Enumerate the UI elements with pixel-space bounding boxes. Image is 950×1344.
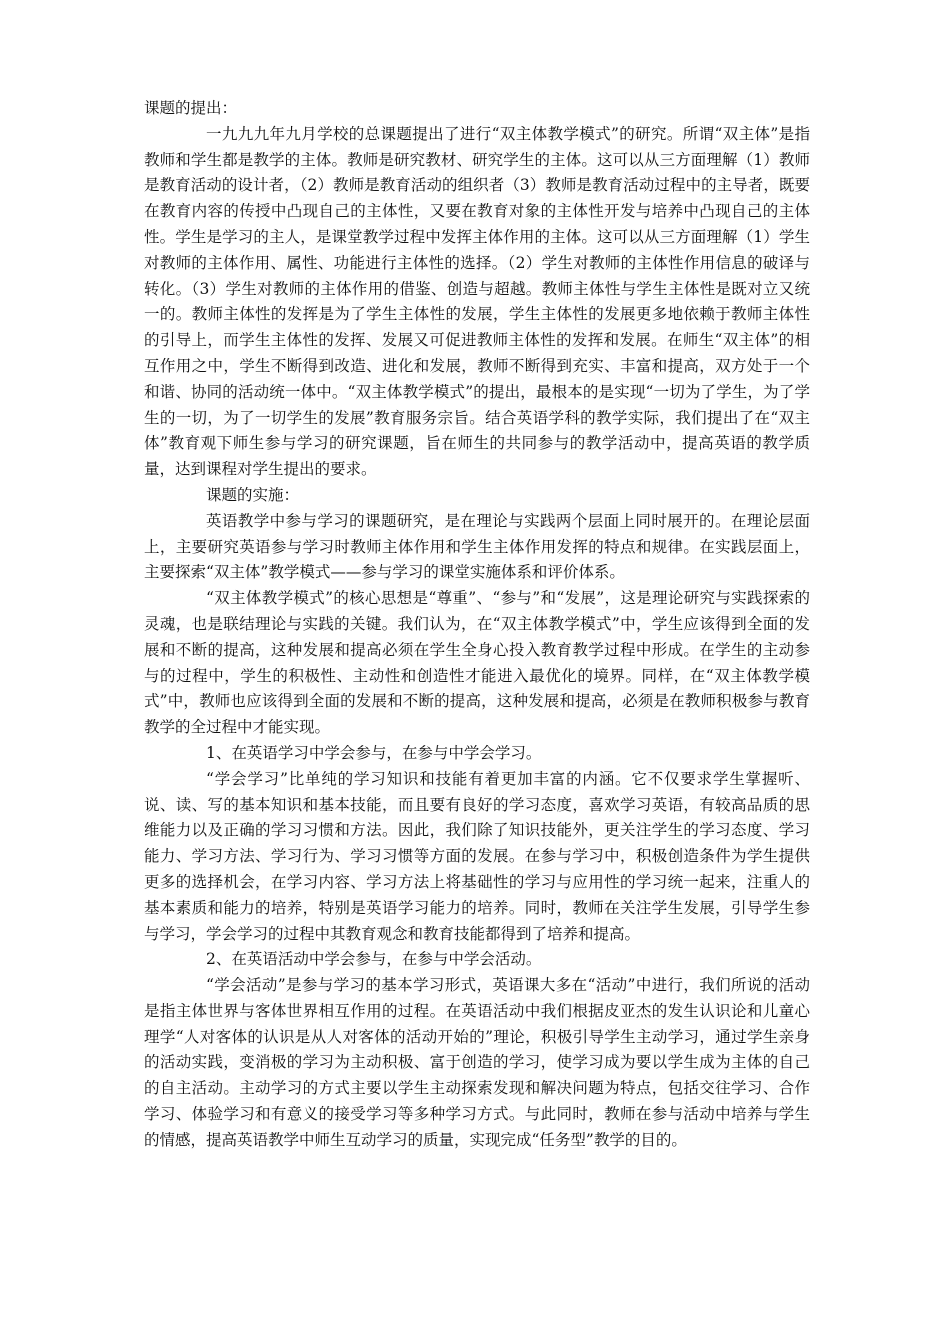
paragraph-2: 英语教学中参与学习的课题研究，是在理论与实践两个层面上同时展开的。在理论层面上，主要研究英语参与学习时教师主体作用和学生主体作用发挥的特点和规律。在实践层面上，主要探索“双主体”教学模式——参与学习的课堂实施体系和评价体系。 <box>144 511 810 582</box>
heading-proposal: 课题的提出： <box>144 99 238 117</box>
subheading-2: 2、在英语活动中学会参与，在参与中学会活动。 <box>206 950 542 969</box>
paragraph-3: “双主体教学模式”的核心思想是“尊重”、“参与”和“发展”，这是理论研究与实践探索的灵魂，也是联结理论与实践的关键。我们认为，在“双主体教学模式”中，学生应该得到全面的发展和不断的提高，这种发展和提高必须在学生全身心投入教育教学过程中形成。在学生的主动参与的过程中，学生的积极性、主动性和创造性才能进入最优化的境界。同样，在“双主体教学模式”中，教师也应该得到全面的发展和不断的提高，这种发展和提高，必须是在教师积极参与教育教学的全过程中才能实现。 <box>144 589 810 737</box>
paragraph-1: 一九九九年九月学校的总课题提出了进行“双主体教学模式”的研究。所谓“双主体”是指教师和学生都是教学的主体。教师是研究教材、研究学生的主体。这可以从三方面理解（1）教师是教育活动的设计者，（2）教师是教育活动的组织者（3）教师是教育活动过程中的主导者，既要在教育内容的传授中凸现自己的主体性，又要在教育对象的主体性开发与培养中凸现自己的主体性。学生是学习的主人，是课堂教学过程中发挥主体作用的主体。这可以从三方面理解（1）学生对教师的主体作用、属性、功能进行主体性的选择。（2）学生对教师的主体性作用信息的破译与转化。（3）学生对教师的主体作用的借鉴、创造与超越。教师主体性与学生主体性是既对立又统一的。教师主体性的发挥是为了学生主体性的发展，学生主体性的发展更多地依赖于教师主体性的引导上，而学生主体性的发挥、发展又可促进教师主体性的发挥和发展。在师生“双主体”的相互作用之中，学生不断得到改造、进化和发展，教师不断得到充实、丰富和提高，双方处于一个和谐、协同的活动统一体中。“双主体教学模式”的提出，最根本的是实现“一切为了学生，为了学生的一切，为了一切学生的发展”教育服务宗旨。结合英语学科的教学实际，我们提出了在“双主体”教育观下师生参与学习的研究课题，旨在师生的共同参与的教学活动中，提高英语的教学质量，达到课程对学生提出的要求。 <box>144 124 810 479</box>
document-body <box>144 96 810 1154</box>
paragraph-5: “学会活动”是参与学习的基本学习形式，英语课大多在“活动”中进行，我们所说的活动是指主体世界与客体世界相互作用的过程。在英语活动中我们根据皮亚杰的发生认识论和儿童心理学“人对客体的认识是从人对客体的活动开始的”理论，积极引导学生主动学习，通过学生亲身的活动实践，变消极的学习为主动积极、富于创造的学习，使学习成为要以学生成为主体的自己的自主活动。主动学习的方式主要以学生主动探索发现和解决问题为特点，包括交往学习、合作学习、体验学习和有意义的接受学习等多种学习方式。与此同时，教师在参与活动中培养与学生的情感，提高英语教学中师生互动学习的质量，实现完成“任务型”教学的目的。 <box>144 976 810 1149</box>
heading-implementation: 课题的实施： <box>206 485 300 504</box>
paragraph-4: “学会学习”比单纯的学习知识和技能有着更加丰富的内涵。它不仅要求学生掌握听、说、读、写的基本知识和基本技能，而且要有良好的学习态度，喜欢学习英语，有较高品质的思维能力以及正确的学习习惯和方法。因此，我们除了知识技能外，更关注学生的学习态度、学习能力、学习方法、学习行为、学习习惯等方面的发展。在参与学习中，积极创造条件为学生提供更多的选择机会，在学习内容、学习方法上将基础性的学习与应用性的学习统一起来，注重人的基本素质和能力的培养，特别是英语学习能力的培养。同时，教师在关注学生发展，引导学生参与学习，学会学习的过程中其教育观念和教育技能都得到了培养和提高。 <box>144 769 810 943</box>
subheading-1: 1、在英语学习中学会参与，在参与中学会学习。 <box>206 743 542 762</box>
